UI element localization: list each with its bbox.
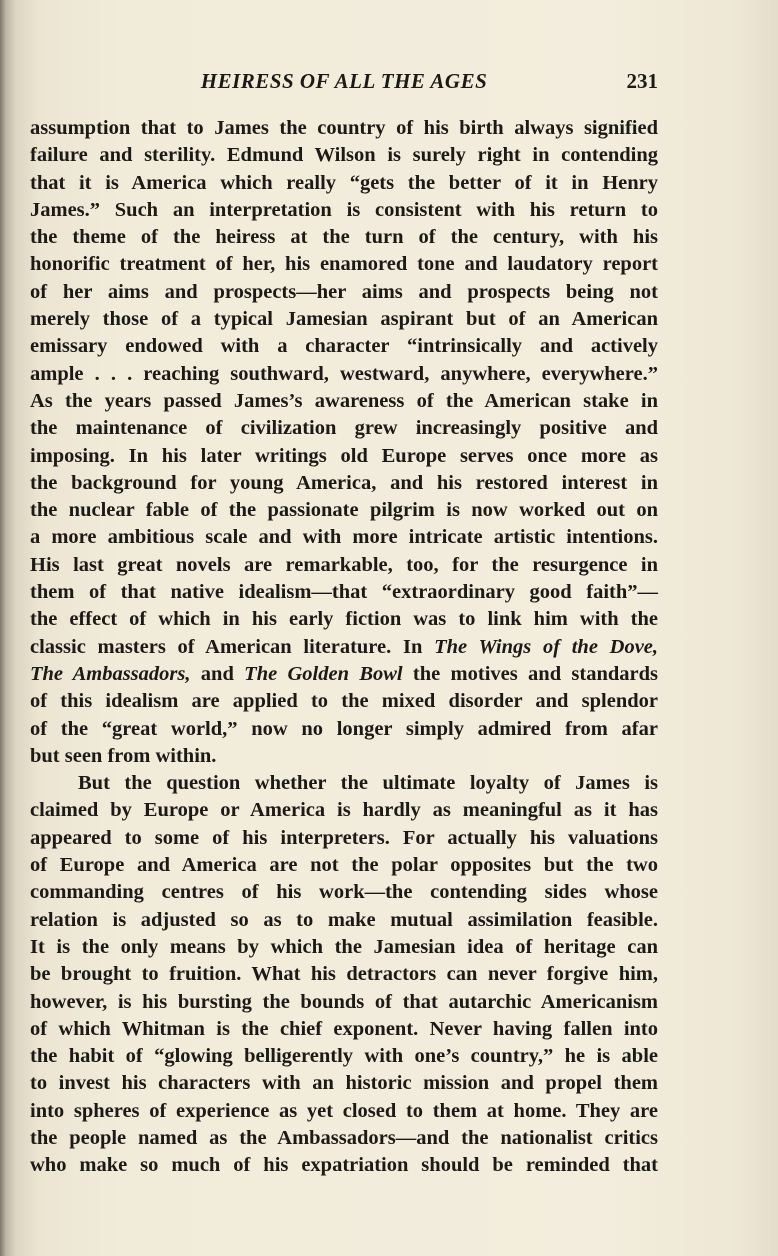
text-line (30, 661, 658, 688)
text-line: of which Whitman is the chief exponent. Never having fallen into (30, 1017, 658, 1040)
body-text (30, 115, 658, 1180)
text-line: assumption that to James the country of his birth always signified (30, 117, 658, 139)
text-line: the effect of which in his early fiction was to link him with the (30, 608, 658, 631)
text-line: imposing. In his later writings old Europe serves once more as (30, 444, 658, 467)
text-line: a more ambitious scale and with more intricate artistic intentions. (30, 526, 658, 549)
text-line: of this idealism are applied to the mixed disorder and splendor (30, 690, 658, 713)
text-fragment: and (200, 662, 234, 685)
text-line: that it is America which really “gets the better of it in Henry (30, 171, 658, 194)
text-line: of the “great world,” now no longer simply admired from afar (30, 717, 658, 740)
book-title: The Golden Bowl (244, 662, 403, 685)
text-line: claimed by Europe or America is hardly as meaningful as it has (30, 799, 658, 822)
text-line: the people named as the Ambassadors—and the nationalist critics (30, 1126, 658, 1149)
text-line: But the question whether the ultimate loyalty of James is (78, 772, 658, 795)
text-fragment: classic masters of American literature. In (30, 635, 423, 658)
text-line: It is the only means by which the Jamesian idea of heritage can (30, 935, 658, 958)
text-line: to invest his characters with an historic mission and propel them (30, 1072, 658, 1095)
text-line: be brought to fruition. What his detractors can never forgive him, (30, 963, 658, 986)
text-line (30, 634, 658, 661)
text-line: of her aims and prospects—her aims and prospects being not (30, 280, 658, 303)
page-header (30, 66, 658, 96)
page-number: 231 (626, 69, 658, 93)
text-line: however, is his bursting the bounds of that autarchic Americanism (30, 990, 658, 1013)
text-line: emissary endowed with a character “intrinsically and actively (30, 335, 658, 358)
text-line: the maintenance of civilization grew increasingly positive and (30, 417, 658, 440)
text-line: commanding centres of his work—the contending sides whose (30, 881, 658, 904)
text-line: appeared to some of his interpreters. For actually his valuations (30, 826, 658, 849)
text-line: merely those of a typical Jamesian aspirant but of an American (30, 308, 658, 331)
text-line: honorific treatment of her, his enamored tone and laudatory report (30, 253, 658, 276)
text-line: the nuclear fable of the passionate pilgrim is now worked out on (30, 499, 658, 522)
text-line: into spheres of experience as yet closed to them at home. They are (30, 1099, 658, 1122)
text-line: As the years passed James’s awareness of the American stake in (30, 389, 658, 412)
text-line: the theme of the heiress at the turn of the century, with his (30, 226, 658, 249)
text-line: but seen from within. (30, 744, 217, 767)
text-line: James.” Such an interpretation is consistent with his return to (30, 198, 658, 221)
text-line: who make so much of his expatriation should be reminded that (30, 1154, 658, 1177)
book-title: The Ambassadors, (30, 662, 191, 685)
text-line: ample . . . reaching southward, westward, anywhere, everywhere.” (30, 362, 658, 385)
text-line: failure and sterility. Edmund Wilson is surely right in contending (30, 144, 658, 167)
text-line: His last great novels are remarkable, too, for the resurgence in (30, 553, 658, 576)
text-fragment: the motives and standards (412, 662, 658, 685)
text-line: the habit of “glowing belligerently with one’s country,” he is able (30, 1045, 658, 1068)
text-line: relation is adjusted so as to make mutual assimilation feasible. (30, 908, 658, 931)
book-title: The Wings of the Dove, (434, 635, 659, 658)
running-head: HEIRESS OF ALL THE AGES (200, 69, 488, 93)
text-line: them of that native idealism—that “extraordinary good faith”— (30, 581, 658, 604)
text-line: the background for young America, and his restored interest in (30, 471, 658, 494)
text-line: of Europe and America are not the polar opposites but the two (30, 854, 658, 877)
